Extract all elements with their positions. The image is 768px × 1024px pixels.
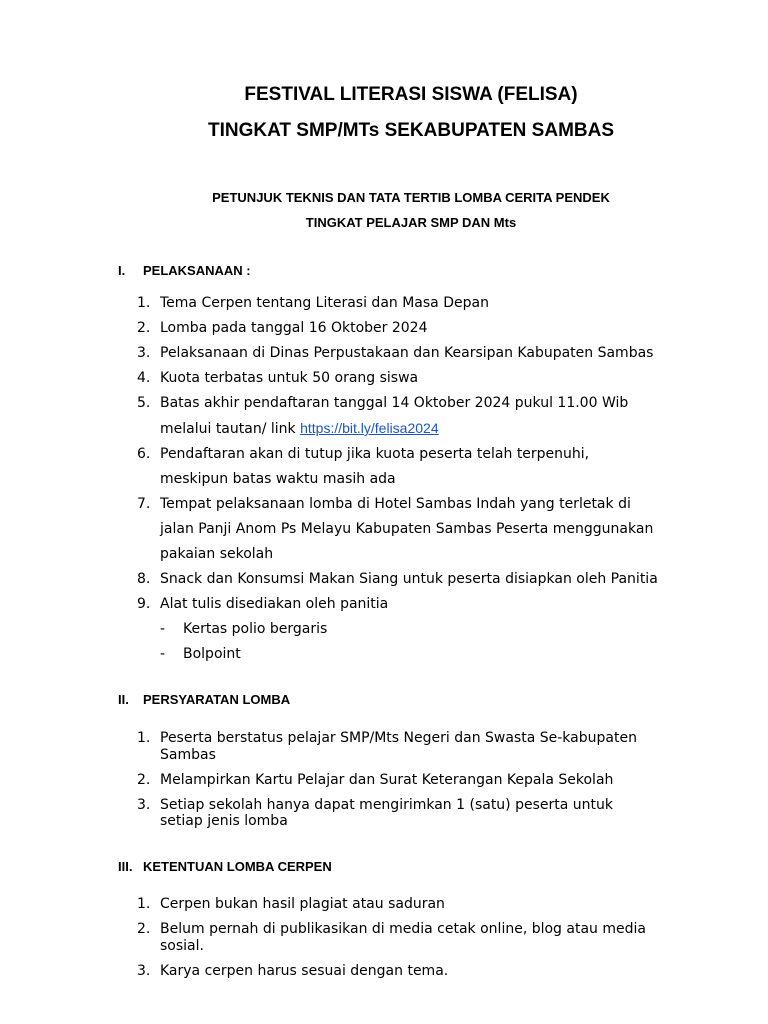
list-item [0,921,768,954]
sub-list-text: Kertas polio bergaris [183,621,328,637]
list-item [0,366,768,391]
section-number: III. [118,859,133,874]
list-number: 6. [137,446,151,462]
list-text: Tempat pelaksanaan lomba di Hotel Sambas Indah yang terletak di jalan Panji Anom Ps Melayu Kabupaten Sambas Peserta menggunakan pakaian sekolah [160,496,654,562]
list-text: Pelaksanaan di Dinas Perpustakaan dan Kearsipan Kabupaten Sambas [160,345,654,361]
list-item [0,797,768,830]
list-text: Karya cerpen harus sesuai dengan tema. [160,962,449,979]
list-text: Kuota terbatas untuk 50 orang siswa [160,370,419,386]
list-item [0,391,768,442]
list-number: 8. [137,571,151,587]
list-text: Setiap sekolah hanya dapat mengirimkan 1 (satu) peserta untuk setiap jenis lomba [160,796,613,829]
list-text-with-link [160,391,650,442]
section-number: I. [118,263,126,278]
list-number: 1. [137,730,151,746]
section-title: KETENTUAN LOMBA CERPEN [143,859,332,874]
dash-marker: - [160,621,166,637]
document-title-line2: TINGKAT SMP/MTs SEKABUPATEN SAMBAS [207,120,615,141]
list-number: 5. [137,395,151,411]
sub-list-item [0,617,768,642]
list-text: Peserta berstatus pelajar SMP/Mts Negeri dan Swasta Se-kabupaten Sambas [160,730,637,763]
section-heading-ketentuan [118,859,332,874]
list-number: 2. [137,921,151,937]
document-title-line1: FESTIVAL LITERASI SISWA (FELISA) [244,84,578,105]
document-subtitle-line2: TINGKAT PELAJAR SMP DAN Mts [305,215,517,230]
section-number: II. [118,692,129,707]
sub-list-item [0,642,768,667]
list-item [0,341,768,366]
list-item [0,963,768,980]
list-number: 9. [137,596,151,612]
list-item [0,567,768,592]
list-text: Alat tulis disediakan oleh panitia [160,596,389,612]
list-number: 2. [137,771,151,788]
list-text: Melampirkan Kartu Pelajar dan Surat Keterangan Kepala Sekolah [160,771,614,788]
list-number: 1. [137,896,151,912]
list-item [0,442,768,492]
list-text: Batas akhir pendaftaran tanggal 14 Oktober 2024 pukul 11.00 Wib melalui tautan/ link [160,395,629,437]
list-text: Tema Cerpen tentang Literasi dan Masa Depan [160,295,489,311]
list-number: 7. [137,496,151,512]
dash-marker: - [160,646,166,662]
list-number: 1. [137,295,151,311]
list-item [0,316,768,341]
list-text: Cerpen bukan hasil plagiat atau saduran [160,896,445,912]
list-number: 3. [137,796,151,813]
sub-list-text: Bolpoint [183,646,241,662]
persyaratan-list [0,730,768,838]
list-item [0,492,768,567]
document-subtitle-line1: PETUNJUK TEKNIS DAN TATA TERTIB LOMBA CERITA PENDEK [212,190,610,205]
list-item [0,730,768,763]
list-number: 4. [137,370,151,386]
list-item [0,896,768,913]
list-text: Belum pernah di publikasikan di media cetak online, blog atau media sosial. [160,921,646,954]
list-item [0,772,768,789]
registration-link[interactable]: https://bit.ly/felisa2024 [300,420,439,436]
list-item [0,291,768,316]
list-number: 3. [137,345,151,361]
section-heading-persyaratan [118,692,290,707]
ketentuan-list [0,896,768,988]
section-heading-pelaksanaan [118,263,251,278]
list-number: 2. [137,320,151,336]
list-text: Snack dan Konsumsi Makan Siang untuk peserta disiapkan oleh Panitia [160,571,658,587]
section-title: PELAKSANAAN : [143,263,251,278]
list-number: 3. [137,962,151,979]
pelaksanaan-list [0,291,768,667]
list-text: Pendaftaran akan di tutup jika kuota peserta telah terpenuhi, meskipun batas waktu masih ada [160,446,590,487]
list-item [0,592,768,617]
list-text: Lomba pada tanggal 16 Oktober 2024 [160,320,428,336]
section-title: PERSYARATAN LOMBA [143,692,291,707]
